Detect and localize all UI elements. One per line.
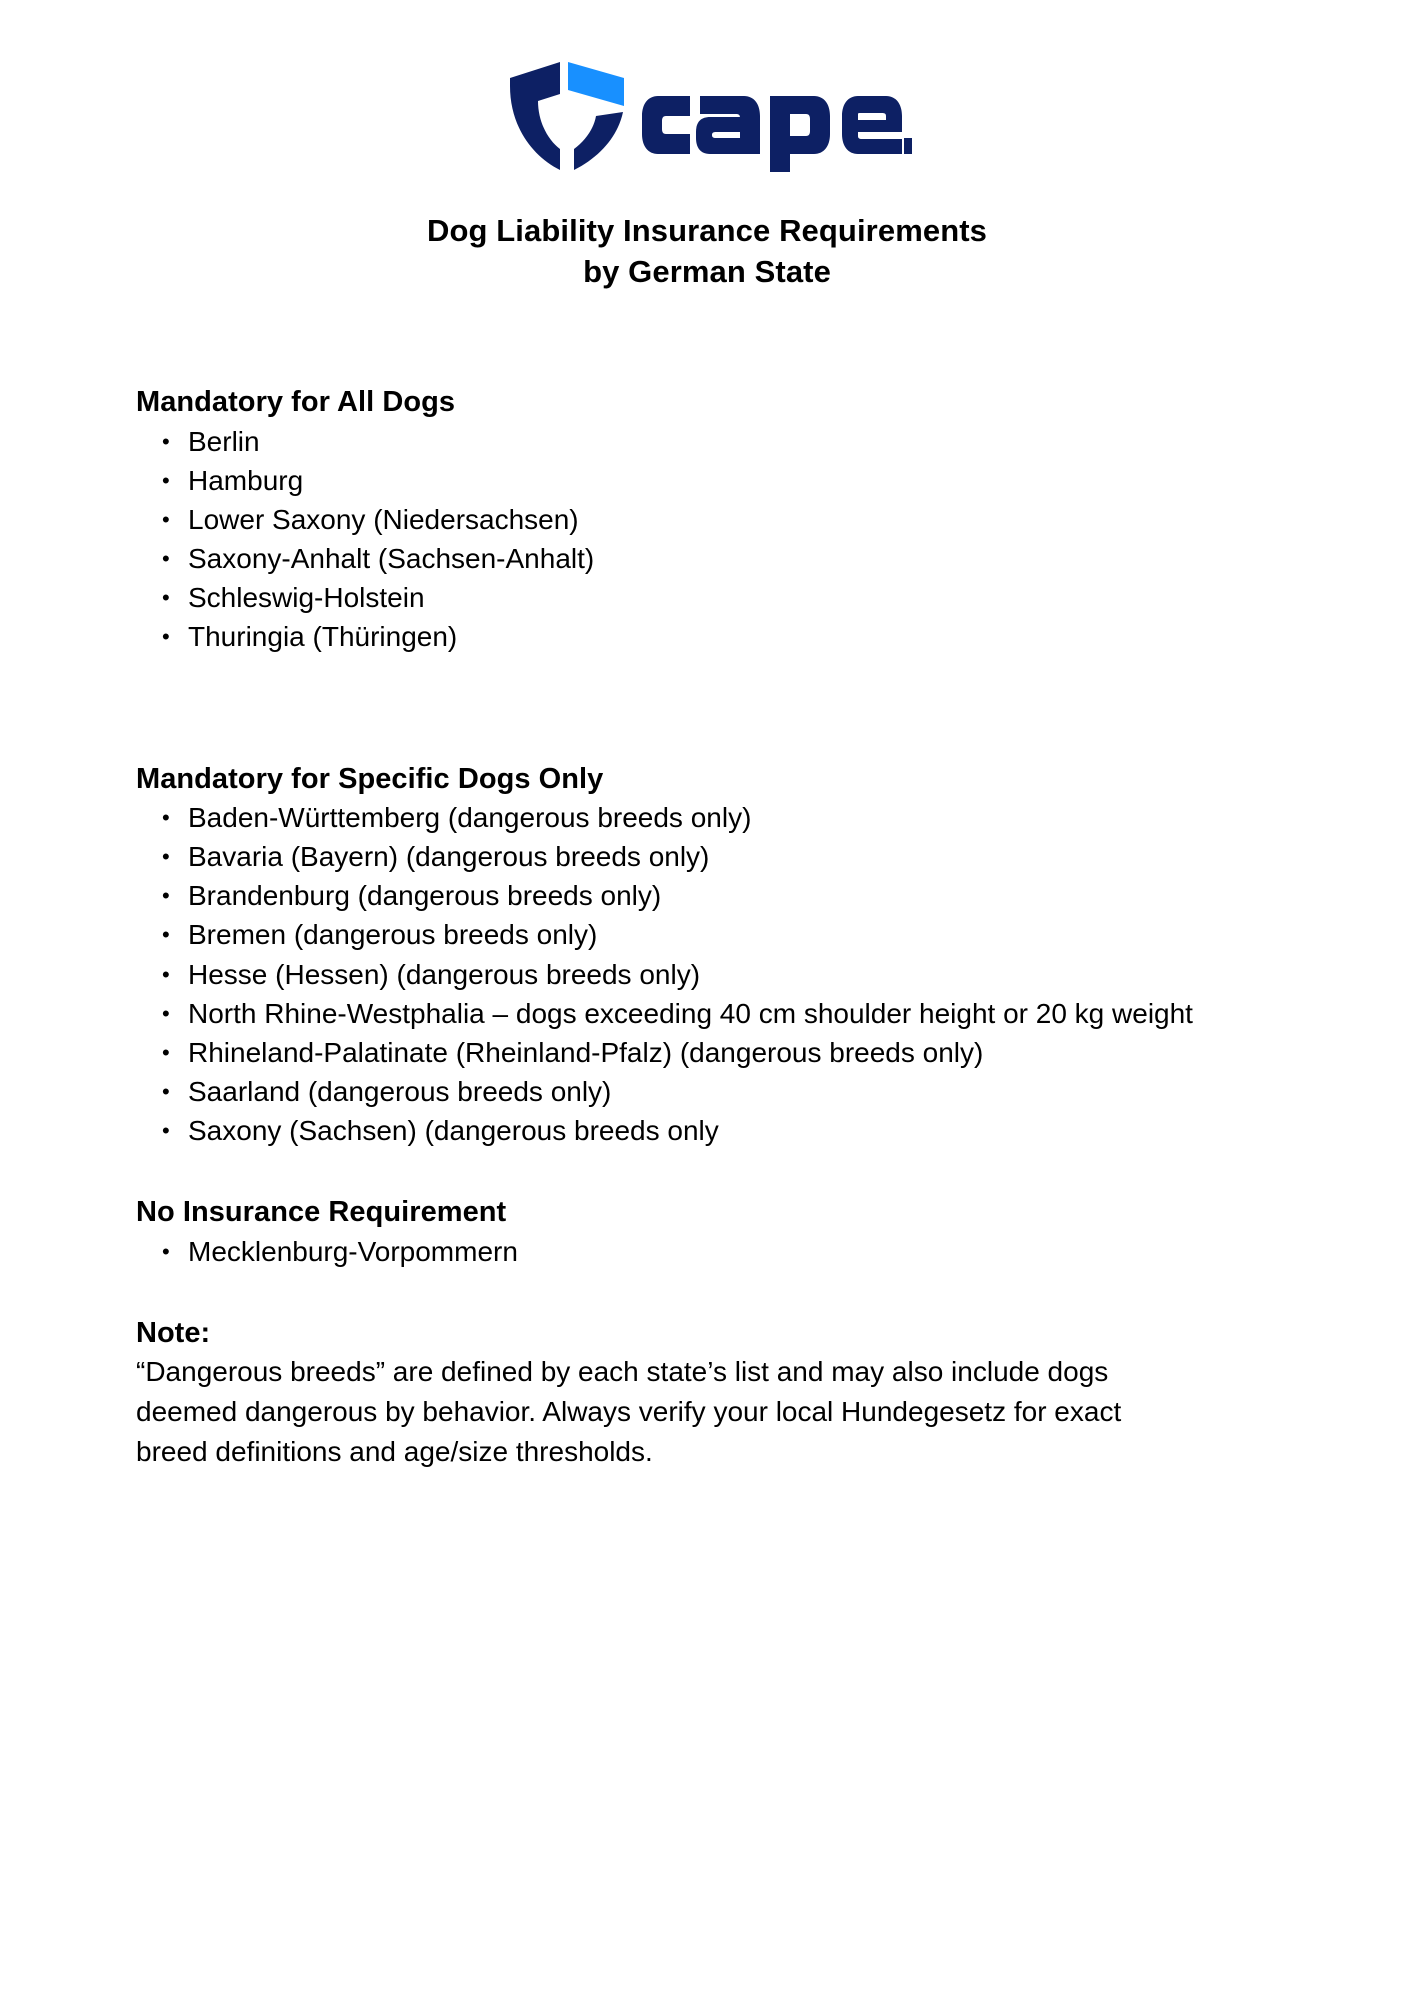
cape-wordmark [632,60,912,172]
list-item: • Hesse (Hessen) (dangerous breeds only) [136,955,1278,994]
note-body: “Dangerous breeds” are defined by each state’s list and may also include dogs deemed dangerous by behavior. Always verify your local Hundegesetz for exact breed definitions and age/size thresholds. [136,1356,1122,1467]
section-spacer [136,657,1278,761]
page-title [0,172,1414,292]
section-heading: Mandatory for Specific Dogs Only [136,762,604,795]
section-heading: No Insurance Requirement [136,1196,507,1229]
list-item: • Mecklenburg-Vorpommern [136,1232,1278,1271]
document-content [0,384,1414,1471]
section-spacer [136,1150,1278,1194]
shield-icon [502,60,630,172]
list-item: • Bavaria (Bayern) (dangerous breeds only) [136,837,1278,876]
list-item: • Hamburg [136,461,1278,500]
state-list [136,422,1278,657]
page-title-line-1: Dog Liability Insurance Requirements [427,213,987,248]
list-item: • Schleswig-Holstein [136,578,1278,617]
state-list [136,1232,1278,1271]
list-item: • Berlin [136,422,1278,461]
page-title-line-2: by German State [583,254,831,290]
section-note [136,1315,1278,1472]
brand-logo [0,0,1414,172]
section-spacer [136,1271,1278,1315]
list-item: • Saxony (Sachsen) (dangerous breeds only [136,1111,1278,1150]
note-heading: Note: [136,1316,211,1349]
section-no-requirement [136,1194,1278,1270]
list-item: • Brandenburg (dangerous breeds only) [136,876,1278,915]
list-item: • Rhineland-Palatinate (Rheinland-Pfalz) (dangerous breeds only) [136,1033,1278,1072]
cape-logo-lockup [502,60,912,172]
state-list [136,798,1278,1151]
list-item: • Lower Saxony (Niedersachsen) [136,500,1278,539]
list-item: • Saarland (dangerous breeds only) [136,1072,1278,1111]
section-mandatory-all-dogs [136,384,1278,656]
section-mandatory-specific-dogs [136,761,1278,1151]
list-item: • Saxony-Anhalt (Sachsen-Anhalt) [136,539,1278,578]
list-item: • North Rhine-Westphalia – dogs exceeding 40 cm shoulder height or 20 kg weight [136,994,1278,1033]
list-item: • Baden-Württemberg (dangerous breeds only) [136,798,1278,837]
list-item: • Thuringia (Thüringen) [136,617,1278,656]
section-heading: Mandatory for All Dogs [136,386,456,419]
list-item: • Bremen (dangerous breeds only) [136,915,1278,954]
